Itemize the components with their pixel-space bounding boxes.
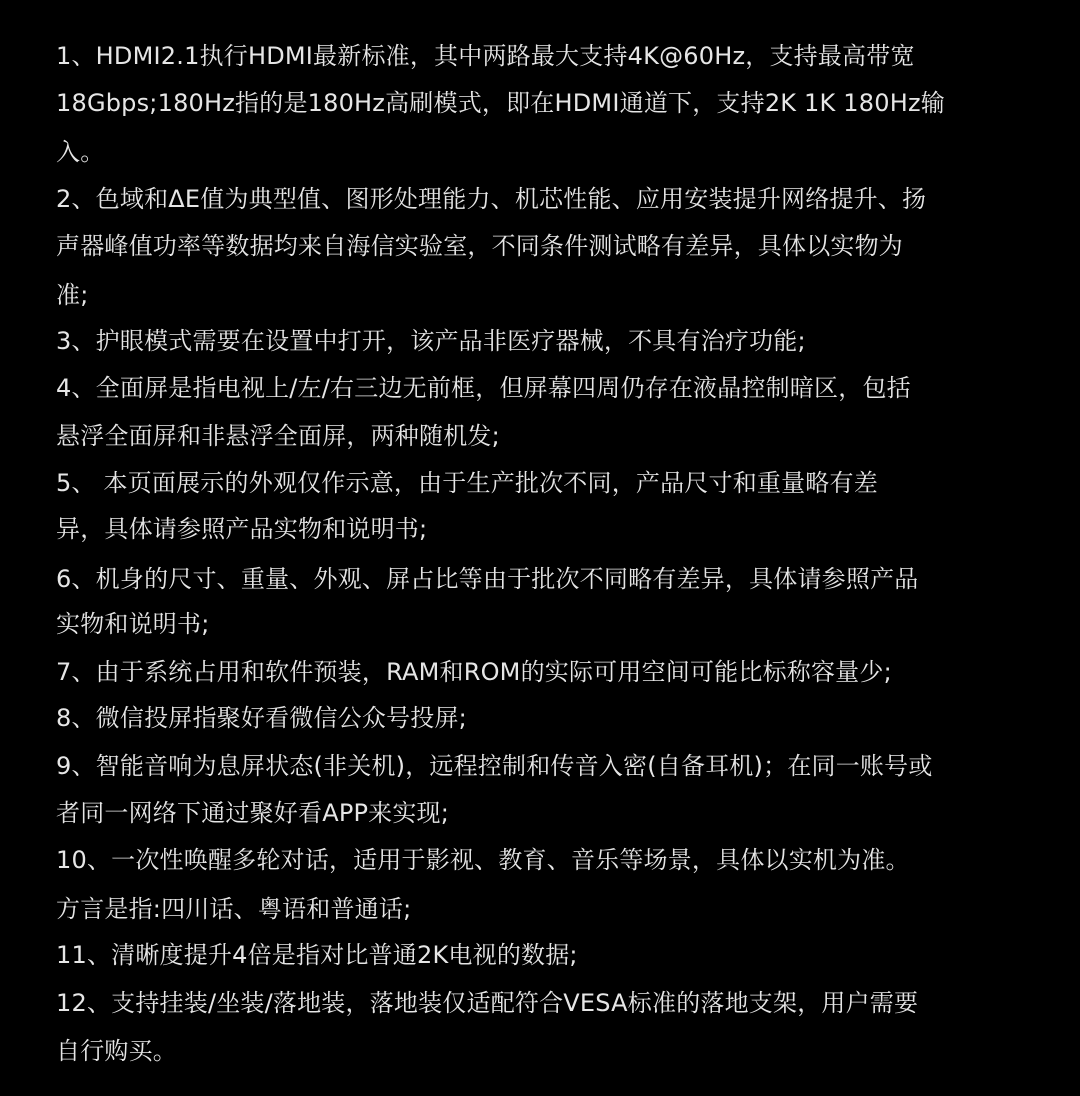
note-2-line-3: 准; — [56, 281, 89, 309]
note-12-line-1: 12、支持挂装/坐装/落地装，落地装仅适配符合VESA标准的落地支架，用户需要 — [56, 989, 919, 1017]
note-4-line-1: 4、全面屏是指电视上/左/右三边无前框，但屏幕四周仍存在液晶控制暗区，包括 — [56, 374, 911, 402]
note-11-line-1: 11、清晰度提升4倍是指对比普通2K电视的数据; — [56, 941, 578, 969]
note-8-line-1: 8、微信投屏指聚好看微信公众号投屏; — [56, 704, 467, 732]
note-9-line-2: 者同一网络下通过聚好看APP来实现; — [56, 799, 450, 827]
note-10-line-1: 10、一次性唤醒多轮对话，适用于影视、教育、音乐等场景，具体以实机为准。 — [56, 846, 910, 874]
note-9-line-1: 9、智能音响为息屏状态(非关机)，远程控制和传音入密(自备耳机)；在同一账号或 — [56, 752, 933, 780]
note-12-line-2: 自行购买。 — [56, 1037, 177, 1065]
note-5-line-2: 异，具体请参照产品实物和说明书; — [56, 515, 428, 543]
note-6-line-1: 6、机身的尺寸、重量、外观、屏占比等由于批次不同略有差异，具体请参照产品 — [56, 565, 919, 593]
note-5-line-1: 5、 本页面展示的外观仅作示意，由于生产批次不同，产品尺寸和重量略有差 — [56, 469, 878, 497]
note-1-line-1: 1、HDMI2.1执行HDMI最新标准，其中两路最大支持4K@60Hz，支持最高带宽 — [56, 42, 915, 70]
note-10-line-2: 方言是指:四川话、粤语和普通话; — [56, 895, 412, 923]
note-2-line-1: 2、色域和ΔE值为典型值、图形处理能力、机芯性能、应用安装提升网络提升、扬 — [56, 185, 927, 213]
note-1-line-2: 18Gbps;180Hz指的是180Hz高刷模式，即在HDMI通道下，支持2K 1K 180Hz输 — [56, 89, 945, 117]
note-2-line-2: 声器峰值功率等数据均来自海信实验室，不同条件测试略有差异，具体以实物为 — [56, 232, 903, 260]
note-7-line-1: 7、由于系统占用和软件预装，RAM和ROM的实际可用空间可能比标称容量少; — [56, 658, 892, 686]
note-3-line-1: 3、护眼模式需要在设置中打开，该产品非医疗器械，不具有治疗功能; — [56, 327, 806, 355]
note-1-line-3: 入。 — [56, 138, 105, 166]
note-6-line-2: 实物和说明书; — [56, 610, 210, 638]
note-4-line-2: 悬浮全面屏和非悬浮全面屏，两种随机发; — [56, 422, 500, 450]
